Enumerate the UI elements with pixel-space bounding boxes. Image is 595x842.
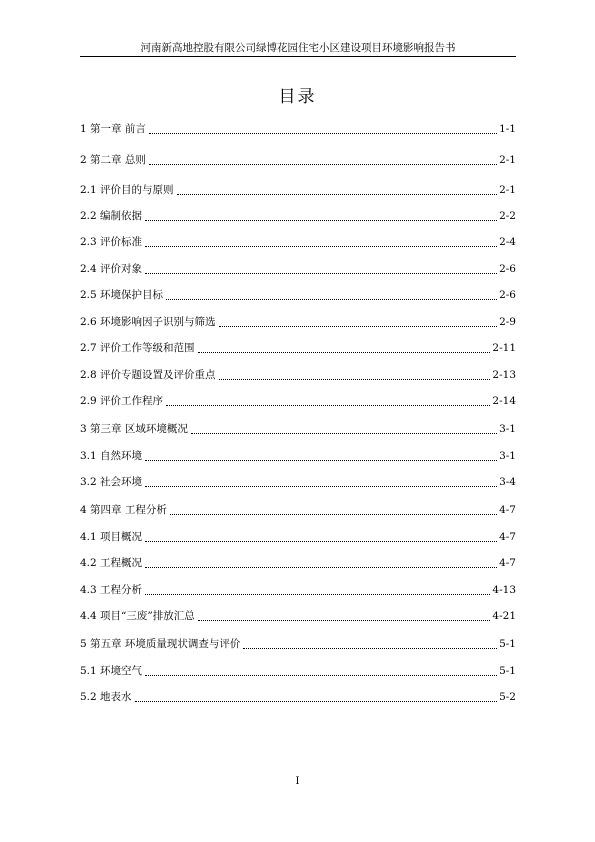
toc-entry[interactable] [80, 149, 516, 167]
toc-entry[interactable] [80, 605, 516, 623]
toc-entry-label: 3.2 社会环境 [80, 476, 143, 488]
toc-entry-label: 4.4 项目“三废”排放汇总 [80, 610, 195, 622]
toc-entry[interactable] [80, 337, 516, 355]
toc-dot-leader [177, 180, 498, 195]
toc-entry-label: 5 第五章 环境质量现状调查与评价 [80, 638, 241, 650]
toc-dot-leader [149, 119, 497, 134]
toc-entry-label: 3.1 自然环境 [80, 450, 143, 462]
toc-dot-leader [219, 312, 498, 327]
toc-entry-page: 4-13 [492, 584, 516, 596]
toc-entry[interactable] [80, 258, 516, 276]
toc-entry[interactable] [80, 552, 516, 570]
toc-entry-label: 2.7 评价工作等级和范围 [80, 342, 195, 354]
toc-entry-page: 4-7 [499, 504, 516, 516]
toc-entry-page: 2-9 [499, 316, 516, 328]
toc-dot-leader [145, 580, 490, 595]
toc-entry[interactable] [80, 179, 516, 197]
toc-entry-page: 2-11 [492, 342, 516, 354]
toc-entry-page: 2-6 [499, 289, 516, 301]
toc-dot-leader [198, 606, 491, 621]
toc-entry[interactable] [80, 118, 516, 136]
page-number: I [295, 776, 300, 787]
toc-entry[interactable] [80, 205, 516, 223]
toc-entry-page: 4-7 [499, 531, 516, 543]
toc-entry[interactable] [80, 526, 516, 544]
toc-entry[interactable] [80, 284, 516, 302]
toc-dot-leader [145, 661, 497, 676]
running-header: 河南新高地控股有限公司绿博花园住宅小区建设项目环境影响报告书 [140, 42, 456, 54]
toc-entry-label: 3 第三章 区域环境概况 [80, 423, 188, 435]
toc-entry[interactable] [80, 579, 516, 597]
toc-entry[interactable] [80, 311, 516, 329]
toc-dot-leader [145, 206, 497, 221]
toc-dot-leader [166, 391, 490, 406]
toc-dot-leader [135, 687, 498, 702]
toc-entry[interactable] [80, 445, 516, 463]
toc-entry[interactable] [80, 660, 516, 678]
toc-dot-leader [145, 446, 497, 461]
toc-dot-leader [166, 285, 497, 300]
toc-entry-page: 2-14 [492, 395, 516, 407]
header-rule [80, 56, 516, 57]
toc-entry-page: 2-2 [499, 210, 516, 222]
toc-entry[interactable] [80, 471, 516, 489]
toc-entry-label: 4.1 项目概况 [80, 531, 143, 543]
toc-dot-leader [145, 527, 497, 542]
toc-entry-label: 4 第四章 工程分析 [80, 504, 167, 516]
toc-dot-leader [243, 634, 497, 649]
toc-dot-leader [149, 150, 497, 165]
toc-entry[interactable] [80, 390, 516, 408]
toc-entry-page: 4-21 [492, 610, 516, 622]
toc-entry[interactable] [80, 633, 516, 651]
toc-entry-label: 2.6 环境影响因子识别与筛选 [80, 316, 216, 328]
toc-entry-label: 2.5 环境保护目标 [80, 289, 164, 301]
toc-entry-page: 3-1 [499, 450, 516, 462]
toc-entry-page: 1-1 [499, 123, 516, 135]
toc-entry-label: 2.2 编制依据 [80, 210, 143, 222]
toc-entry-page: 2-1 [499, 184, 516, 196]
toc-entry[interactable] [80, 686, 516, 704]
toc-entry-page: 3-1 [499, 423, 516, 435]
toc-entry-page: 2-13 [492, 369, 516, 381]
toc-entry-label: 4.3 工程分析 [80, 584, 143, 596]
toc-entry-label: 4.2 工程概况 [80, 557, 143, 569]
toc-entry-page: 5-1 [499, 665, 516, 677]
toc-dot-leader [145, 553, 497, 568]
toc-entry-label: 5.2 地表水 [80, 691, 132, 703]
toc-entry-label: 2.1 评价目的与原则 [80, 184, 174, 196]
toc-entry-label: 2 第二章 总则 [80, 154, 146, 166]
toc-entry-page: 2-1 [499, 154, 516, 166]
toc-dot-leader [145, 232, 497, 247]
toc-entry[interactable] [80, 499, 516, 517]
toc-entry-label: 5.1 环境空气 [80, 665, 143, 677]
toc-title: 目录 [278, 87, 317, 107]
toc-entry-label: 2.4 评价对象 [80, 263, 143, 275]
toc-entry[interactable] [80, 418, 516, 436]
toc-dot-leader [145, 259, 497, 274]
toc-entry-page: 2-4 [499, 236, 516, 248]
toc-entry-page: 3-4 [499, 476, 516, 488]
toc-entry-label: 2.3 评价标准 [80, 236, 143, 248]
toc-dot-leader [145, 472, 497, 487]
toc-dot-leader [198, 338, 491, 353]
toc-entry-label: 2.9 评价工作程序 [80, 395, 164, 407]
toc-dot-leader [191, 419, 497, 434]
toc-dot-leader [219, 365, 491, 380]
toc-entry[interactable] [80, 364, 516, 382]
toc-entry-label: 1 第一章 前言 [80, 123, 146, 135]
toc-entry-page: 4-7 [499, 557, 516, 569]
toc-dot-leader [170, 500, 497, 515]
toc-entry[interactable] [80, 231, 516, 249]
toc-entry-page: 2-6 [499, 263, 516, 275]
toc-entry-label: 2.8 评价专题设置及评价重点 [80, 369, 216, 381]
toc-entry-page: 5-2 [499, 691, 516, 703]
toc-entry-page: 5-1 [499, 638, 516, 650]
